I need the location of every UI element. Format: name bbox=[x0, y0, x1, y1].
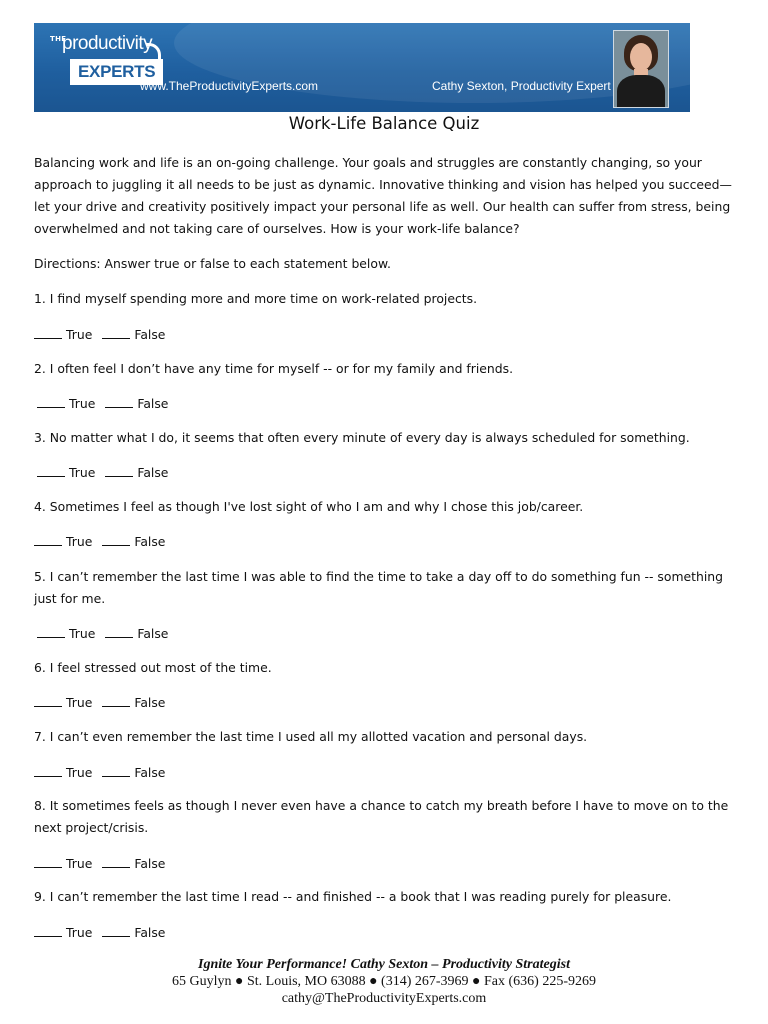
answer-blank-false[interactable] bbox=[102, 855, 130, 868]
answer-blank-true[interactable] bbox=[37, 395, 65, 408]
false-label: False bbox=[134, 534, 166, 549]
answer-blank-false[interactable] bbox=[102, 533, 130, 546]
answer-blank-true[interactable] bbox=[34, 533, 62, 546]
answer-row-3 bbox=[37, 464, 168, 480]
question-9: 9. I can’t remember the last time I read -- and finished -- a book that I was reading purely for pleasure. bbox=[34, 889, 672, 904]
photo-body bbox=[617, 75, 665, 108]
answer-blank-false[interactable] bbox=[105, 625, 133, 638]
false-label: False bbox=[137, 465, 169, 480]
false-label: False bbox=[137, 626, 169, 641]
footer-tagline: Ignite Your Performance! Cathy Sexton – Productivity Strategist bbox=[198, 957, 570, 972]
answer-blank-false[interactable] bbox=[102, 764, 130, 777]
answer-blank-true[interactable] bbox=[34, 764, 62, 777]
answer-blank-true[interactable] bbox=[37, 625, 65, 638]
footer-email[interactable]: cathy@TheProductivityExperts.com bbox=[281, 991, 487, 1006]
directions-text: Directions: Answer true or false to each statement below. bbox=[34, 256, 391, 271]
answer-blank-true[interactable] bbox=[34, 326, 62, 339]
false-label: False bbox=[134, 327, 166, 342]
answer-blank-false[interactable] bbox=[102, 924, 130, 937]
header-banner bbox=[34, 23, 690, 112]
footer-address: 65 Guylyn ● St. Louis, MO 63088 ● (314) 267-3969 ● Fax (636) 225-9269 bbox=[172, 974, 596, 989]
true-label: True bbox=[69, 396, 96, 411]
true-label: True bbox=[66, 327, 93, 342]
question-7: 7. I can’t even remember the last time I used all my allotted vacation and personal days. bbox=[34, 729, 588, 744]
page-title: Work-Life Balance Quiz bbox=[288, 114, 480, 133]
answer-row-7 bbox=[34, 764, 165, 780]
true-label: True bbox=[69, 626, 96, 641]
logo-productivity-text: productivity bbox=[62, 33, 153, 54]
answer-row-8 bbox=[34, 855, 165, 871]
website-url[interactable]: www.TheProductivityExperts.com bbox=[140, 79, 319, 93]
true-label: True bbox=[66, 534, 93, 549]
answer-blank-true[interactable] bbox=[37, 464, 65, 477]
intro-paragraph: Balancing work and life is an on-going challenge. Your goals and struggles are constantly changing, so your approach to juggling it all needs to be just as dynamic. Innovative thinking and vision has helped you succeed—let your drive and creativity positively impact your personal life as well. Our health can suffer from stress, being overwhelmed and not taking care of ourselves. How is your work-life balance? bbox=[34, 155, 732, 236]
question-5: 5. I can’t remember the last time I was able to find the time to take a day off to do something fun -- something just for me. bbox=[34, 569, 724, 606]
answer-blank-false[interactable] bbox=[105, 464, 133, 477]
question-3: 3. No matter what I do, it seems that often every minute of every day is always scheduled for something. bbox=[34, 430, 690, 445]
answer-row-1 bbox=[34, 326, 165, 342]
answer-row-4 bbox=[34, 533, 165, 549]
answer-blank-true[interactable] bbox=[34, 694, 62, 707]
question-2: 2. I often feel I don’t have any time for myself -- or for my family and friends. bbox=[34, 361, 514, 376]
answer-blank-false[interactable] bbox=[105, 395, 133, 408]
expert-name: Cathy Sexton, Productivity Expert bbox=[432, 79, 611, 93]
expert-photo bbox=[613, 30, 669, 108]
answer-row-9 bbox=[34, 924, 165, 940]
page-footer bbox=[0, 956, 768, 1007]
false-label: False bbox=[134, 765, 166, 780]
answer-row-5 bbox=[37, 625, 168, 641]
answer-blank-false[interactable] bbox=[102, 326, 130, 339]
logo-the-text: THE bbox=[50, 35, 67, 43]
false-label: False bbox=[134, 856, 166, 871]
answer-blank-false[interactable] bbox=[102, 694, 130, 707]
question-6: 6. I feel stressed out most of the time. bbox=[34, 660, 272, 675]
true-label: True bbox=[66, 925, 93, 940]
company-logo bbox=[48, 29, 160, 85]
answer-blank-true[interactable] bbox=[34, 855, 62, 868]
question-4: 4. Sometimes I feel as though I've lost sight of who I am and why I chose this job/career. bbox=[34, 499, 584, 514]
photo-face bbox=[630, 43, 652, 71]
true-label: True bbox=[66, 695, 93, 710]
answer-blank-true[interactable] bbox=[34, 924, 62, 937]
question-8: 8. It sometimes feels as though I never even have a chance to catch my breath before I have to move on to the next project/crisis. bbox=[34, 798, 729, 835]
true-label: True bbox=[66, 856, 93, 871]
answer-row-2 bbox=[37, 395, 168, 411]
true-label: True bbox=[66, 765, 93, 780]
false-label: False bbox=[134, 925, 166, 940]
logo-arrow-icon bbox=[146, 43, 161, 80]
logo-experts-text: EXPERTS bbox=[70, 59, 163, 85]
false-label: False bbox=[137, 396, 169, 411]
question-1: 1. I find myself spending more and more time on work-related projects. bbox=[34, 291, 478, 306]
true-label: True bbox=[69, 465, 96, 480]
false-label: False bbox=[134, 695, 166, 710]
answer-row-6 bbox=[34, 694, 165, 710]
